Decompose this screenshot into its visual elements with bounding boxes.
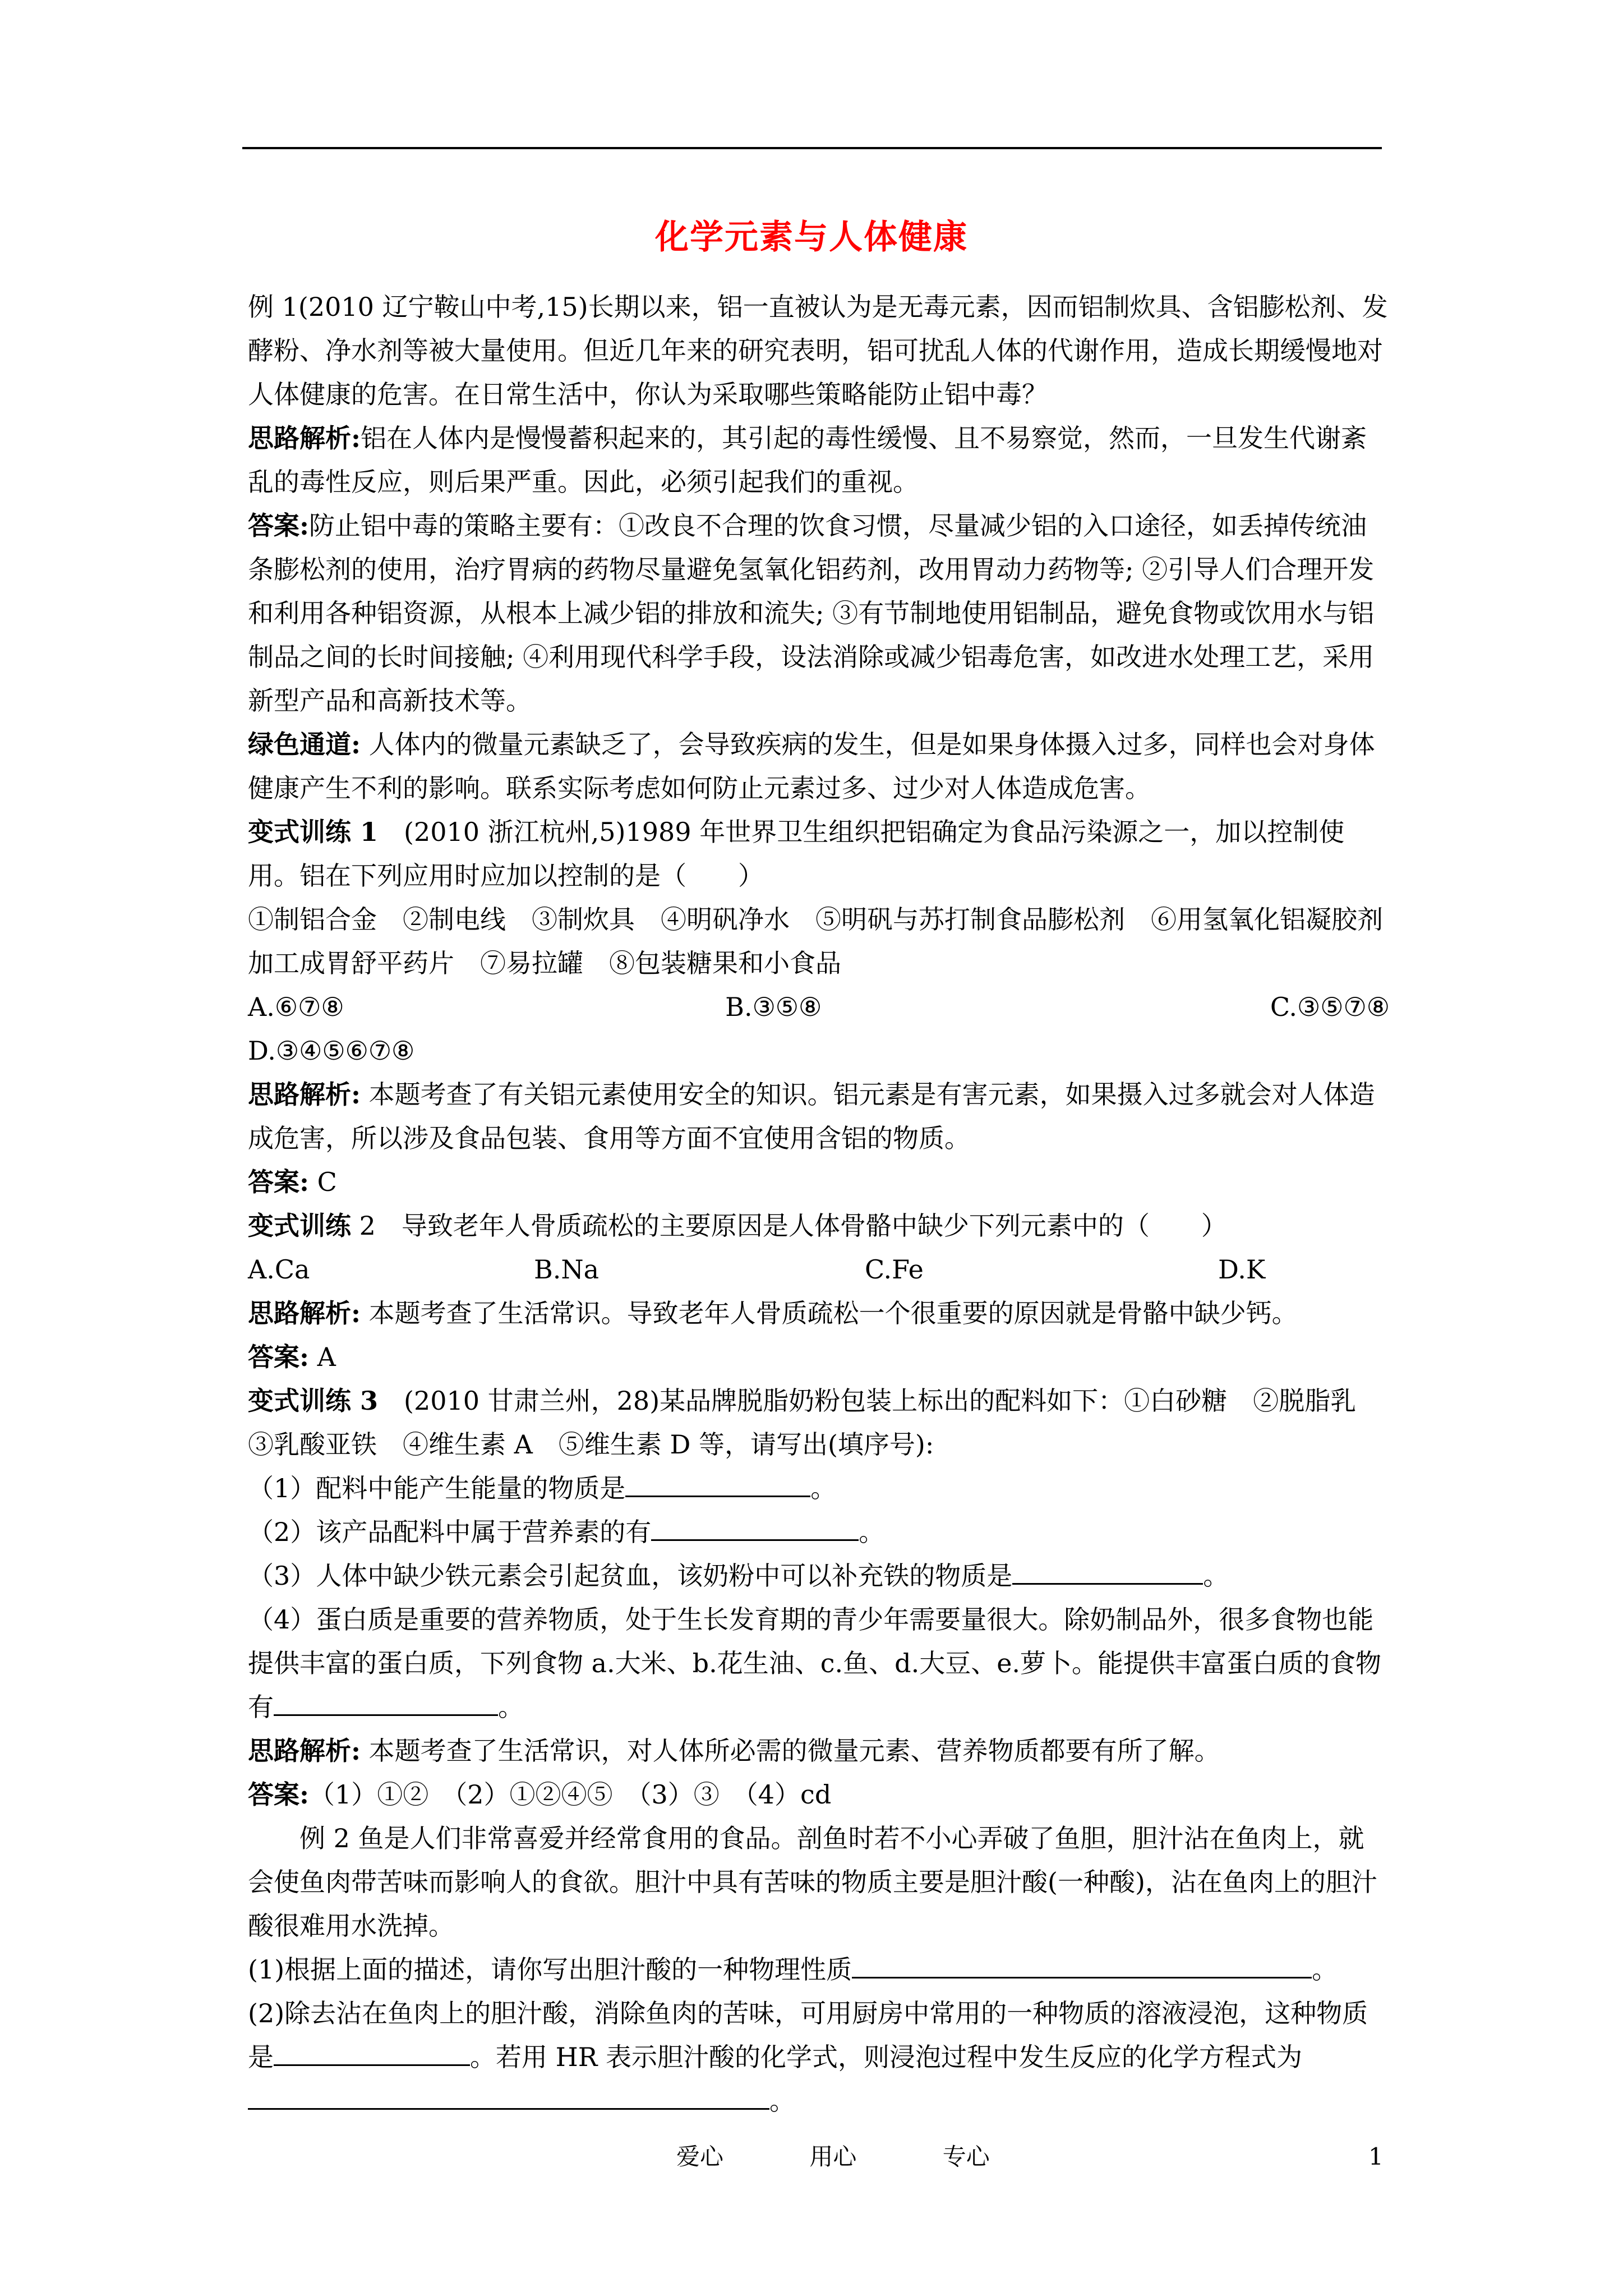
answer-text: 防止铝中毒的策略主要有：①改良不合理的饮食习惯，尽量减少铝的入口途径，如丢掉传统油条膨松剂的使用，治疗胃病的药物尽量避免氢氧化铝药剂，改用胃动力药物等; ②引导人们合理开发和利用各种铝资源，从根本上减少铝的排放和流失; ③有节制地使用铝制品，避免食物或饮用水与铝制品之间的长时间接触; ④利用现代科学手段，设法消除或减少铝毒危害，如改进水处理工艺，采用新型产品和高新技术等。 xyxy=(248,510,1375,716)
page-number: 1 xyxy=(1368,2143,1384,2170)
example-2-question: 例 2 鱼是人们非常喜爱并经常食用的食品。剖鱼时若不小心弄破了鱼胆，胆汁沾在鱼肉上，就会使鱼肉带苦味而影响人的食欲。胆汁中具有苦味的物质主要是胆汁酸(一种酸)，沾在鱼肉上的胆汁酸很难用水洗掉。 xyxy=(248,1823,1377,1941)
analysis-label: 思路解析: xyxy=(248,423,361,453)
training-3-answer xyxy=(248,1773,1390,1816)
equation-blank[interactable] xyxy=(248,2079,769,2110)
training-2-analysis xyxy=(248,1291,1390,1335)
analysis-text: 本题考查了生活常识，对人体所必需的微量元素、营养物质都要有所了解。 xyxy=(360,1736,1220,1766)
training-3-q2 xyxy=(248,1510,1390,1554)
training-3-question xyxy=(248,1379,1390,1466)
training-2-text: 2 导致老年人骨质疏松的主要原因是人体骨骼中缺少下列元素中的（ ） xyxy=(351,1211,1227,1241)
answer-blank[interactable] xyxy=(274,2035,470,2066)
analysis-label: 思路解析: xyxy=(248,1298,361,1328)
training-1-options xyxy=(248,985,1390,1029)
example-2-q2 xyxy=(248,1991,1390,2123)
answer-blank[interactable] xyxy=(274,1685,498,1716)
example-1-question: 例 1(2010 辽宁鞍山中考,15)长期以来，铝一直被认为是无毒元素，因而铝制炊具、含铝膨松剂、发酵粉、净水剂等被大量使用。但近几年来的研究表明，铝可扰乱人体的代谢作用，造成长期缓慢地对人体健康的危害。在日常生活中，你认为采取哪些策略能防止铝中毒？ xyxy=(248,292,1388,409)
footer-slogan-3: 专心 xyxy=(942,2143,990,2170)
answer-blank[interactable] xyxy=(651,1510,859,1541)
option-a: A.Ca xyxy=(248,1254,310,1285)
analysis-label: 思路解析: xyxy=(248,1736,361,1766)
analysis-text: 本题考查了有关铝元素使用安全的知识。铝元素是有害元素，如果摄入过多就会对人体造成危害，所以涉及食品包装、食用等方面不宜使用含铝的物质。 xyxy=(248,1079,1375,1153)
training-3-q4 xyxy=(248,1598,1390,1729)
answer-label: 答案: xyxy=(248,1342,309,1372)
footer-slogan-2: 用心 xyxy=(809,2143,857,2170)
option-c: C.Fe xyxy=(865,1254,924,1285)
analysis-label: 思路解析: xyxy=(248,1079,361,1110)
document-body xyxy=(248,285,1390,2123)
training-1-question xyxy=(248,810,1390,898)
footer-slogan xyxy=(676,2137,1035,2177)
answer-text: （1）①② （2）①②④⑤ （3）③ （4）cd xyxy=(308,1779,832,1810)
answer-blank[interactable] xyxy=(852,1948,1312,1978)
example-1-answer xyxy=(248,504,1390,723)
period: 。 xyxy=(498,1692,524,1722)
training-1-analysis xyxy=(248,1073,1390,1160)
option-d: D.③④⑤⑥⑦⑧ xyxy=(248,1036,415,1066)
answer-label: 答案: xyxy=(248,1167,309,1197)
question-text: （1）配料中能产生能量的物质是 xyxy=(248,1473,626,1503)
option-a: A.⑥⑦⑧ xyxy=(248,992,344,1022)
period: 。 xyxy=(810,1473,837,1503)
training-3-q3 xyxy=(248,1554,1390,1598)
answer-blank[interactable] xyxy=(1012,1554,1203,1585)
question-text: (1)根据上面的描述，请你写出胆汁酸的一种物理性质 xyxy=(248,1954,852,1985)
training-3-label: 变式训练 3 xyxy=(248,1386,379,1416)
answer-text: A xyxy=(308,1342,336,1372)
training-1-text: (2010 浙江杭州,5)1989 年世界卫生组织把铝确定为食品污染源之一，加以控制使用。铝在下列应用时应加以控制的是（ ） xyxy=(248,817,1345,891)
period: 。 xyxy=(769,2086,795,2116)
option-d: D.K xyxy=(1218,1254,1266,1285)
question-text: （3）人体中缺少铁元素会引起贫血，该奶粉中可以补充铁的物质是 xyxy=(248,1561,1013,1591)
question-text: (2)除去沾在鱼肉上的胆汁酸，消除鱼肉的苦味，可用厨房中常用的一种物质的溶液浸泡，这种物质是 xyxy=(248,1998,1368,2072)
question-text-continued: 。若用 HR 表示胆汁酸的化学式，则浸泡过程中发生反应的化学方程式为 xyxy=(470,2042,1302,2072)
training-1-items: ①制铝合金 ②制电线 ③制炊具 ④明矾净水 ⑤明矾与苏打制食品膨松剂 ⑥用氢氧化铝凝胶剂加工成胃舒平药片 ⑦易拉罐 ⑧包装糖果和小食品 xyxy=(248,904,1383,978)
page-title: 化学元素与人体健康 xyxy=(655,218,968,257)
training-1-label: 变式训练 1 xyxy=(248,817,379,847)
green-channel-text: 人体内的微量元素缺乏了，会导致疾病的发生，但是如果身体摄入过多，同样也会对身体健康产生不利的影响。联系实际考虑如何防止元素过多、过少对人体造成危害。 xyxy=(248,729,1375,803)
option-b: B.③⑤⑧ xyxy=(725,992,822,1022)
example-1-analysis xyxy=(248,416,1390,504)
page-footer xyxy=(0,2137,1623,2177)
period: 。 xyxy=(1312,1954,1338,1985)
green-channel xyxy=(248,723,1390,810)
answer-label: 答案: xyxy=(248,510,309,541)
training-3-text: (2010 甘肃兰州，28)某品牌脱脂奶粉包装上标出的配料如下：①白砂糖 ②脱脂乳 ③乳酸亚铁 ④维生素 A ⑤维生素 D 等，请写出(填序号): xyxy=(248,1386,1382,1460)
period: 。 xyxy=(1203,1561,1229,1591)
analysis-text: 本题考查了生活常识。导致老年人骨质疏松一个很重要的原因就是骨骼中缺少钙。 xyxy=(360,1298,1298,1328)
option-c: C.③⑤⑦⑧ xyxy=(1270,992,1390,1022)
option-b: B.Na xyxy=(534,1254,600,1285)
answer-blank[interactable] xyxy=(625,1466,810,1497)
example-2-q1 xyxy=(248,1948,1390,1991)
training-2-answer xyxy=(248,1335,1390,1379)
training-2-label: 变式训练 xyxy=(248,1211,351,1241)
training-2-question xyxy=(248,1204,1390,1248)
period: 。 xyxy=(859,1517,885,1547)
answer-label: 答案: xyxy=(248,1779,309,1810)
training-3-analysis xyxy=(248,1729,1390,1773)
training-1-answer xyxy=(248,1160,1390,1204)
analysis-text: 铝在人体内是慢慢蓄积起来的，其引起的毒性缓慢、且不易察觉，然而，一旦发生代谢紊乱的毒性反应，则后果严重。因此，必须引起我们的重视。 xyxy=(248,423,1367,497)
training-2-options xyxy=(248,1248,1390,1291)
question-text: （4）蛋白质是重要的营养物质，处于生长发育期的青少年需要量很大。除奶制品外，很多食物也能提供丰富的蛋白质，下列食物 a.大米、b.花生油、c.鱼、d.大豆、e.萝卜。能提供丰富蛋白质的食物有 xyxy=(248,1604,1382,1722)
header-rule xyxy=(242,147,1382,149)
training-3-q1 xyxy=(248,1466,1390,1510)
answer-text: C xyxy=(308,1167,337,1197)
green-channel-label: 绿色通道: xyxy=(248,729,361,760)
footer-slogan-1: 爱心 xyxy=(676,2143,724,2170)
question-text: （2）该产品配料中属于营养素的有 xyxy=(248,1517,652,1547)
